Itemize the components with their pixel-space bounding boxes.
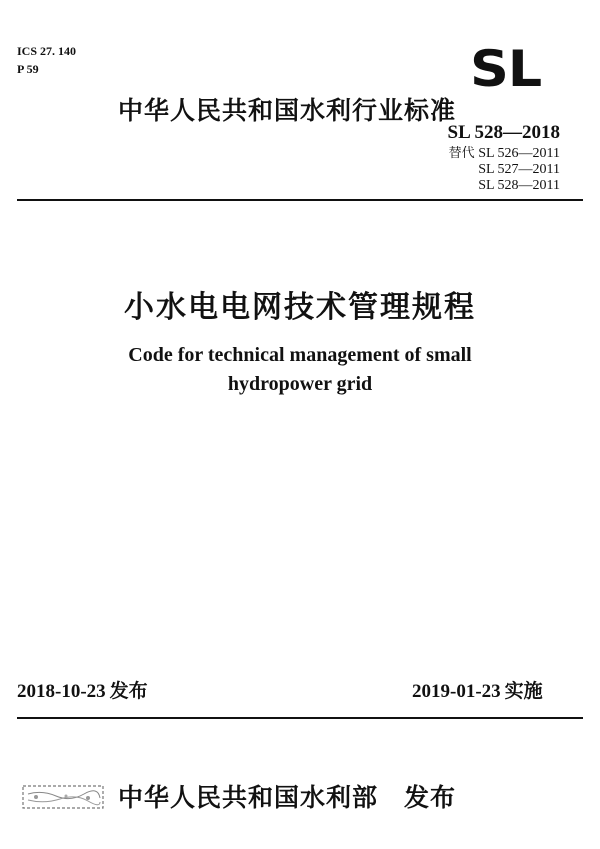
implement-date — [412, 676, 543, 703]
replaces-item: SL 527—2011 — [478, 162, 560, 177]
publisher — [118, 778, 456, 814]
ics-code: ICS 27. 140 — [17, 44, 77, 58]
replaces-row — [400, 162, 560, 178]
issue-date-value: 2018-10-23 — [17, 681, 106, 702]
issue-label: 发布 — [109, 680, 148, 702]
standard-type: 中华人民共和国水利行业标准 — [118, 96, 457, 125]
publisher-label: 发布 — [404, 783, 457, 812]
title-english-line: hydropower grid — [227, 373, 373, 395]
footer-divider — [17, 717, 583, 719]
title-english-line: Code for technical management of small — [128, 344, 472, 366]
replaces-item: SL 526—2011 — [478, 146, 560, 161]
implement-date-value: 2019-01-23 — [412, 681, 501, 702]
header-divider — [17, 199, 583, 201]
title-english — [0, 341, 600, 399]
seal-stamp-icon — [22, 784, 104, 810]
ccs-code: P 59 — [17, 62, 39, 76]
replaces-item: SL 528—2011 — [478, 178, 560, 193]
classification-codes — [17, 42, 76, 78]
sl-logo: SL — [470, 40, 542, 98]
standard-number-block — [400, 122, 560, 194]
issue-date — [17, 676, 148, 703]
publisher-name: 中华人民共和国水利部 — [118, 783, 379, 812]
standard-number: SL 528—2018 — [447, 122, 560, 143]
replaces-row — [400, 146, 560, 162]
replaces-row — [400, 178, 560, 194]
replaces-list — [400, 146, 560, 194]
title-chinese: 小水电电网技术管理规程 — [124, 290, 476, 325]
implement-label: 实施 — [504, 680, 543, 702]
replaces-prefix: 替代 — [448, 146, 475, 161]
